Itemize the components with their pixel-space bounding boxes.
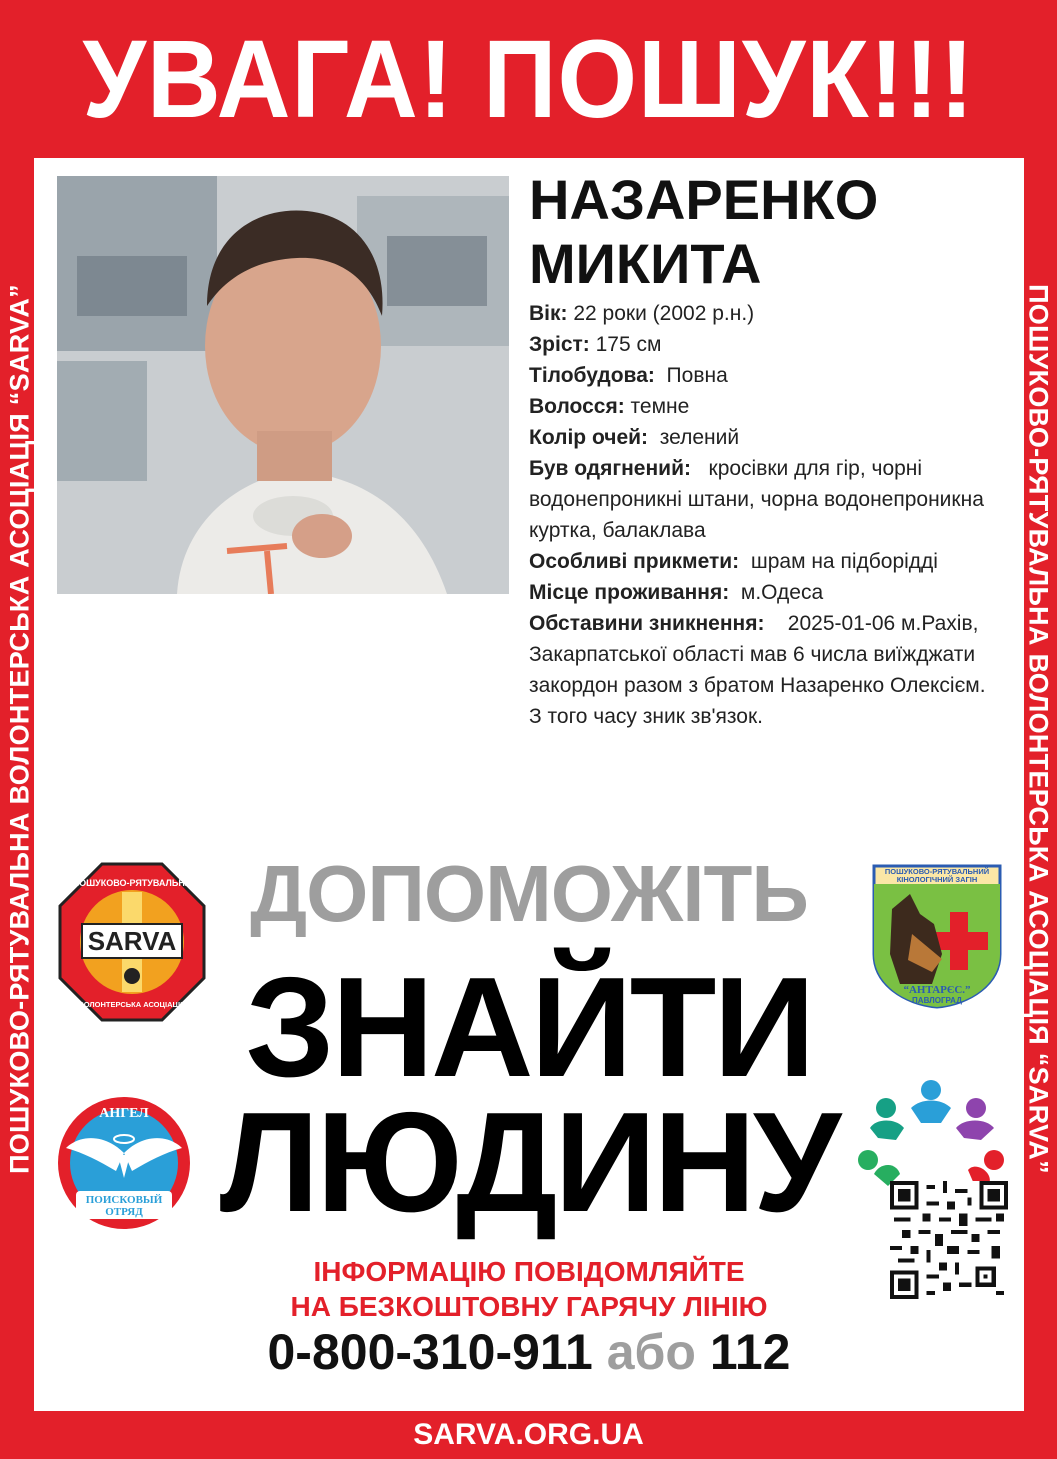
phone-or: або xyxy=(606,1324,696,1380)
missing-person-photo xyxy=(57,176,509,594)
detail-label: Тілобудова: xyxy=(529,364,655,387)
angel-logo-bottom2: ОТРЯД xyxy=(105,1206,143,1218)
poster-panel xyxy=(34,158,1024,1411)
detail-value: 2025-01-06 м.Рахів, Закарпатської області мав 6 числа виїжджати закордон разом з братом Назаренко Олексієм. З того часу зник зв'язок. xyxy=(529,612,986,728)
help-heading: ДОПОМОЖІТЬ xyxy=(250,849,808,938)
hotline-phone xyxy=(34,1323,1024,1381)
detail-label: Зріст: xyxy=(529,333,590,356)
detail-label: Обставини зникнення: xyxy=(529,612,765,635)
antares-logo-name: “АНТАРЄС.” xyxy=(903,984,971,996)
antares-logo-city: ПАВЛОГРАД xyxy=(912,996,962,1005)
sarva-logo-top: ПОШУКОВО-РЯТУВАЛЬНА xyxy=(72,878,192,888)
detail-label: Місце проживання: xyxy=(529,581,730,604)
detail-label: Волосся: xyxy=(529,395,625,418)
detail-label: Колір очей: xyxy=(529,426,649,449)
hotline-line-1: ІНФОРМАЦІЮ ПОВІДОМЛЯЙТЕ xyxy=(313,1256,745,1287)
side-text-right: ПОШУКОВО-РЯТУВАЛЬНА ВОЛОНТЕРСЬКА АСОЦІАЦІЯ “SARVA” xyxy=(1023,284,1054,1174)
detail-hair xyxy=(529,391,999,422)
detail-marks xyxy=(529,546,999,577)
detail-value: шрам на підборідді xyxy=(750,550,938,573)
person-surname: НАЗАРЕНКО xyxy=(529,168,879,231)
person-heading: ЛЮДИНУ xyxy=(219,1083,839,1242)
detail-circumstances xyxy=(529,608,999,732)
angel-logo-top: АНГЕЛ xyxy=(99,1106,149,1121)
detail-label: Був одягнений: xyxy=(529,457,691,480)
detail-value: темне xyxy=(630,395,690,418)
side-text-left: ПОШУКОВО-РЯТУВАЛЬНА ВОЛОНТЕРСЬКА АСОЦІАЦІЯ “SARVA” xyxy=(4,284,35,1174)
detail-label: Вік: xyxy=(529,302,568,325)
detail-value: зелений xyxy=(659,426,740,449)
antares-logo-top1: ПОШУКОВО-РЯТУВАЛЬНИЙ xyxy=(884,867,990,876)
detail-value: 175 см xyxy=(595,333,662,356)
phone-number: 0-800-310-911 xyxy=(267,1324,593,1380)
detail-build xyxy=(529,360,999,391)
person-name xyxy=(529,168,878,296)
footer-website[interactable]: SARVA.ORG.UA xyxy=(413,1418,644,1451)
angel-logo xyxy=(54,1093,194,1238)
detail-value: кросівки для гір, чорні водонепроникні штани, чорна водонепроникна куртка, балаклава xyxy=(529,457,984,542)
antares-logo-top2: КІНОЛОГІЧНИЙ ЗАГІН xyxy=(896,875,978,884)
sarva-logo-text: SARVA xyxy=(87,926,177,956)
detail-label: Особливі прикмети: xyxy=(529,550,740,573)
qr-code[interactable] xyxy=(890,1181,1008,1299)
detail-value: м.Одеса xyxy=(740,581,824,604)
antares-logo xyxy=(872,864,1002,1014)
find-heading: ЗНАЙТИ xyxy=(245,948,813,1107)
sarva-logo xyxy=(58,862,206,1027)
person-details xyxy=(529,298,999,732)
hotline-line-2: НА БЕЗКОШТОВНУ ГАРЯЧУ ЛІНІЮ xyxy=(290,1291,768,1322)
detail-height xyxy=(529,329,999,360)
detail-value: 22 роки (2002 р.н.) xyxy=(573,302,755,325)
detail-age xyxy=(529,298,999,329)
poster-title: УВАГА! ПОШУК!!! xyxy=(82,17,975,141)
detail-clothes xyxy=(529,453,999,546)
detail-value: Повна xyxy=(666,364,728,387)
sarva-logo-bottom: ВОЛОНТЕРСЬКА АСОЦІАЦІЯ xyxy=(78,1000,186,1009)
person-firstname: МИКИТА xyxy=(529,232,762,295)
detail-residence xyxy=(529,577,999,608)
detail-eyes xyxy=(529,422,999,453)
phone-emergency: 112 xyxy=(709,1324,791,1380)
angel-logo-bottom1: ПОИСКОВЫЙ xyxy=(85,1194,163,1206)
